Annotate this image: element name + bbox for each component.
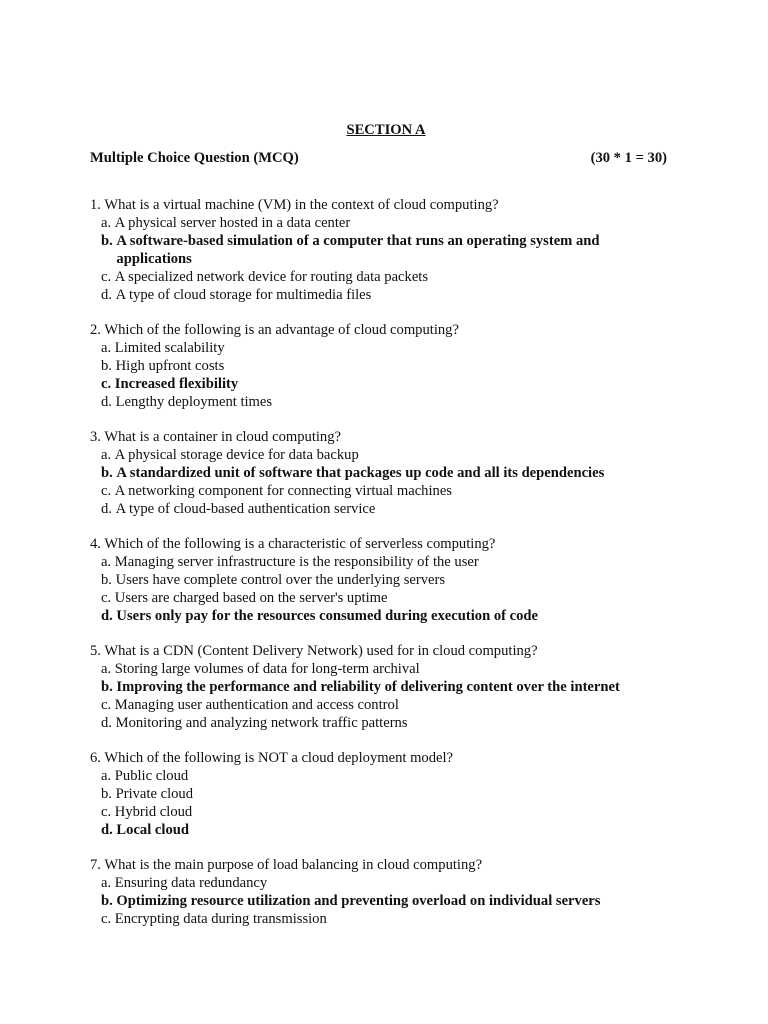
option-letter: c. — [101, 590, 112, 606]
option-letter: c. — [101, 804, 112, 820]
option-text: Monitoring and analyzing network traffic patterns — [115, 715, 408, 731]
option-letter: a. — [101, 340, 112, 356]
option-list — [90, 660, 690, 732]
option — [90, 339, 690, 357]
option-letter: a. — [101, 215, 112, 231]
option-text: Private cloud — [115, 786, 194, 802]
option-text: Users only pay for the resources consumed during execution of code — [116, 608, 539, 624]
question-2 — [90, 321, 690, 411]
option — [90, 803, 690, 821]
question-7 — [90, 856, 690, 928]
option-text: A physical server hosted in a data center — [114, 215, 351, 231]
option-letter: a. — [101, 768, 112, 784]
option-text: Increased flexibility — [114, 376, 239, 392]
option-text: Local cloud — [116, 822, 189, 838]
option-list — [90, 339, 690, 411]
option-letter: b. — [101, 572, 112, 588]
option — [90, 589, 690, 607]
option-letter: a. — [101, 875, 112, 891]
option-letter: d. — [101, 394, 112, 410]
question-1 — [90, 196, 690, 304]
option-correct — [90, 892, 690, 910]
option-text: High upfront costs — [115, 358, 225, 374]
option-letter: a. — [101, 447, 112, 463]
option-letter: b. — [101, 465, 113, 481]
question-3 — [90, 428, 690, 518]
option-text: A type of cloud storage for multimedia files — [115, 287, 372, 303]
option-letter: d. — [101, 287, 112, 303]
question-stem: 6. Which of the following is NOT a cloud deployment model? — [90, 750, 454, 766]
option-letter: c. — [101, 911, 112, 927]
option-list — [90, 767, 690, 839]
section-title: SECTION A — [346, 122, 426, 138]
option — [90, 785, 690, 803]
option-letter: a. — [101, 554, 112, 570]
option-text: Ensuring data redundancy — [114, 875, 268, 891]
question-5 — [90, 642, 690, 732]
option-text: Encrypting data during transmission — [114, 911, 327, 927]
option-text: Users are charged based on the server's uptime — [114, 590, 388, 606]
option-correct — [90, 821, 690, 839]
option-letter: d. — [101, 501, 112, 517]
option-letter: b. — [101, 786, 112, 802]
option-text: A physical storage device for data backup — [114, 447, 359, 463]
option-text: Optimizing resource utilization and preventing overload on individual servers — [116, 893, 601, 909]
option — [90, 660, 690, 678]
question-4 — [90, 535, 690, 625]
option-letter: d. — [101, 822, 113, 838]
option-letter: a. — [101, 661, 112, 677]
option-text: Users have complete control over the underlying servers — [115, 572, 446, 588]
option-list — [90, 874, 690, 928]
option — [90, 446, 690, 464]
option-text: A specialized network device for routing data packets — [114, 269, 429, 285]
option-text: Hybrid cloud — [114, 804, 193, 820]
option-letter: c. — [101, 269, 112, 285]
option-letter: b. — [101, 358, 112, 374]
marks-label: (30 * 1 = 30) — [590, 150, 667, 166]
option — [90, 553, 690, 571]
question-stem: 1. What is a virtual machine (VM) in the context of cloud computing? — [90, 197, 499, 213]
question-stem: 3. What is a container in cloud computing? — [90, 429, 342, 445]
option-letter: c. — [101, 376, 112, 392]
option-letter: b. — [101, 679, 113, 695]
question-stem: 2. Which of the following is an advantage of cloud computing? — [90, 322, 459, 338]
option-list — [90, 214, 690, 304]
option-text: Storing large volumes of data for long-term archival — [114, 661, 420, 677]
option-text: Improving the performance and reliability of delivering content over the internet — [116, 679, 620, 695]
option — [90, 571, 690, 589]
option — [90, 357, 690, 375]
option-letter: b. — [101, 893, 113, 909]
option-correct — [90, 464, 690, 482]
option-text: A standardized unit of software that packages up code and all its dependencies — [116, 465, 605, 481]
option-correct — [90, 375, 690, 393]
question-stem: 5. What is a CDN (Content Delivery Network) used for in cloud computing? — [90, 643, 538, 659]
option — [90, 910, 690, 928]
option — [90, 286, 690, 304]
option-letter: c. — [101, 697, 112, 713]
section-header — [90, 149, 667, 167]
option — [90, 482, 690, 500]
option-text: A software-based simulation of a computer that runs an operating system and applications — [116, 233, 600, 267]
option — [90, 874, 690, 892]
option-correct — [90, 232, 690, 268]
option-letter: d. — [101, 608, 113, 624]
option — [90, 767, 690, 785]
question-stem: 4. Which of the following is a characteristic of serverless computing? — [90, 536, 496, 552]
option-text: A type of cloud-based authentication service — [115, 501, 376, 517]
option-letter: b. — [101, 233, 113, 249]
option-list — [90, 553, 690, 625]
option-text: Public cloud — [114, 768, 189, 784]
option — [90, 268, 690, 286]
option — [90, 696, 690, 714]
question-stem: 7. What is the main purpose of load balancing in cloud computing? — [90, 857, 483, 873]
question-type-label: Multiple Choice Question (MCQ) — [90, 150, 299, 166]
option-letter: c. — [101, 483, 112, 499]
option — [90, 393, 690, 411]
option-list — [90, 446, 690, 518]
option-text: Managing user authentication and access control — [114, 697, 399, 713]
option-text: Lengthy deployment times — [115, 394, 273, 410]
option-text: Managing server infrastructure is the responsibility of the user — [114, 554, 479, 570]
option-correct — [90, 678, 690, 696]
option — [90, 714, 690, 732]
option-text: Limited scalability — [114, 340, 225, 356]
question-6 — [90, 749, 690, 839]
option — [90, 500, 690, 518]
question-list — [90, 196, 690, 945]
option-correct — [90, 607, 690, 625]
option-text: A networking component for connecting virtual machines — [114, 483, 452, 499]
option — [90, 214, 690, 232]
option-letter: d. — [101, 715, 112, 731]
